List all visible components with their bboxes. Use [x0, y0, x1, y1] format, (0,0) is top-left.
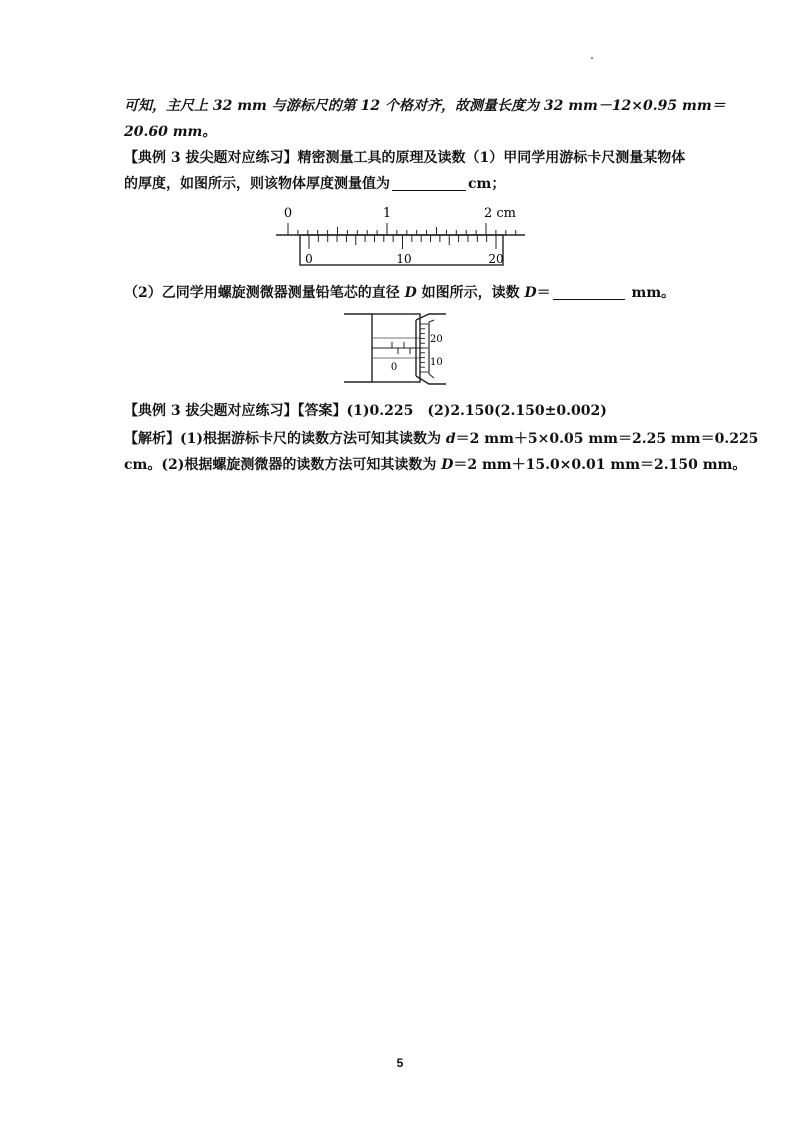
vernier-label-10: 10 — [396, 252, 412, 266]
text-line-1: 可知，主尺上 32 mm 与游标尺的第 12 个格对齐，故测量长度为 32 mm－12×0.95 mm＝ — [124, 98, 726, 114]
page-number: 5 — [396, 1056, 404, 1070]
thimble-ticks — [420, 324, 428, 372]
explanation-line-2 — [124, 455, 746, 475]
answer-line — [124, 401, 607, 421]
variable-D: D — [404, 285, 417, 301]
variable-D-2: D — [524, 285, 537, 301]
main-scale-ticks — [288, 223, 516, 235]
explanation-text-2: cm。(2)根据螺旋测微器的读数方法可知其读数为 — [124, 457, 442, 473]
variable-D-3: D — [441, 457, 454, 473]
thimble-label-20: 20 — [430, 334, 443, 345]
exercise-title-line: 【典例 3 拔尖题对应练习】精密测量工具的原理及读数（1）甲同学用游标卡尺测量某物体 — [124, 150, 686, 166]
question-2-line — [124, 283, 675, 303]
vernier-label-20: 20 — [488, 252, 504, 266]
thimble-right-taper — [429, 320, 434, 378]
question-2-text-b: 如图所示，读数 — [416, 285, 525, 301]
question-1-line — [124, 174, 505, 194]
question-2-unit: mm。 — [626, 285, 676, 301]
answer-blank-1[interactable] — [392, 176, 466, 191]
explanation-text-1: (1)根据游标卡尺的读数方法可知其读数为 — [180, 431, 446, 447]
vernier-caliper-figure — [270, 198, 530, 274]
thimble-label-10: 10 — [430, 357, 443, 368]
speck-mark — [591, 57, 593, 59]
text-line-2: 20.60 mm。 — [124, 124, 217, 140]
main-scale-label-1: 1 — [382, 206, 392, 221]
main-scale-label-2: 2 cm — [483, 206, 517, 221]
explanation-line-1 — [124, 429, 758, 449]
answer-blank-2[interactable] — [553, 285, 625, 300]
explanation-label: 【解析】 — [124, 431, 180, 447]
sleeve-label-0: 0 — [390, 362, 398, 373]
question-1-text: 的厚度，如图所示，则该物体厚度测量值为 — [124, 176, 390, 192]
variable-d: d — [445, 431, 456, 447]
answer-values: (1)0.225 (2)2.150(2.150±0.002) — [346, 403, 607, 419]
answer-label: 【典例 3 拔尖题对应练习】【答案】 — [124, 403, 347, 419]
explanation-text-2b: ＝2 mm＋15.0×0.01 mm＝2.150 mm。 — [453, 457, 747, 473]
vernier-scale-ticks — [309, 235, 496, 249]
vernier-label-0: 0 — [305, 252, 313, 266]
question-2-text: （2）乙同学用螺旋测微器测量铅笔芯的直径 — [124, 285, 405, 301]
equals-sign: ＝ — [536, 285, 551, 301]
question-1-unit: cm； — [468, 176, 506, 192]
explanation-text-1b: ＝2 mm＋5×0.05 mm＝2.25 mm＝0.225 — [455, 431, 759, 447]
micrometer-figure — [342, 308, 462, 394]
main-scale-label-0: 0 — [283, 206, 293, 221]
